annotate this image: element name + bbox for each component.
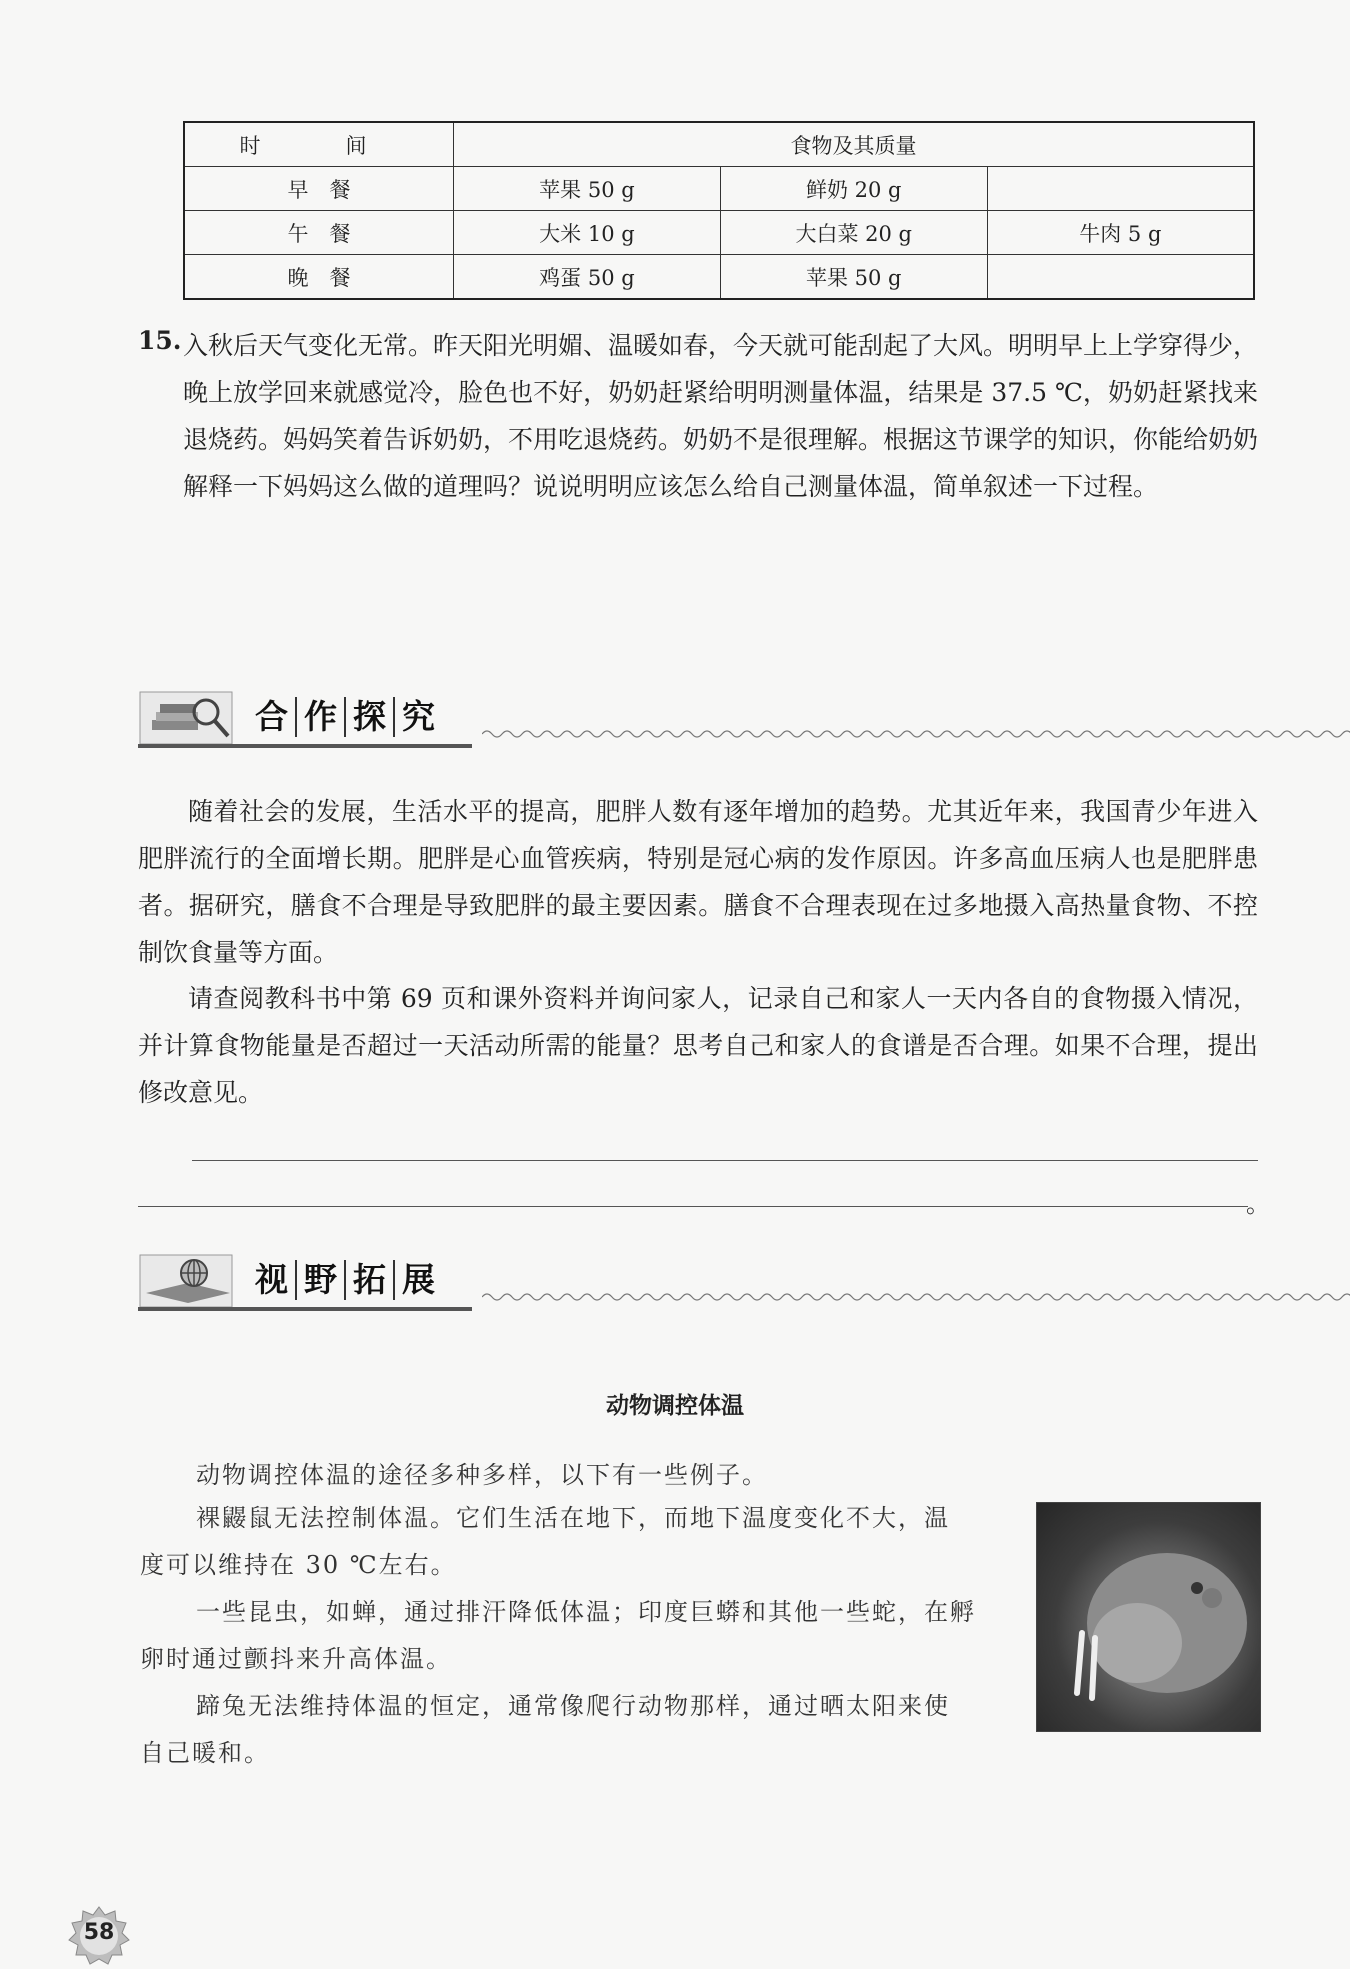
meal-name: 晚 餐: [184, 255, 454, 300]
article-paragraph: 蹄兔无法维持体温的恒定，通常像爬行动物那样，通过晒太阳来使: [196, 1692, 950, 1720]
section-title: [248, 1257, 442, 1303]
coop-paragraph-2: 请查阅教科书中第 69 页和课外资料并询问家人，记录自己和家人一天内各自的食物摄入情况，并计算食物能量是否超过一天活动所需的能量？思考自己和家人的食谱是否合理。如果不合理，提出修改意见。: [138, 984, 1258, 1107]
mole-rat-photo: [1036, 1502, 1261, 1732]
section-title: [248, 694, 442, 740]
food-cell: 牛肉 5 g: [987, 211, 1254, 255]
table-row: [184, 211, 1254, 255]
header-time: 时 间: [184, 122, 454, 167]
coop-paragraph-1: 随着社会的发展，生活水平的提高，肥胖人数有逐年增加的趋势。尤其近年来，我国青少年进入肥胖流行的全面增长期。肥胖是心血管疾病，特别是冠心病的发作原因。许多高血压病人也是肥胖患者。据研究，膳食不合理是导致肥胖的最主要因素。膳食不合理表现在过多地摄入高热量食物、不控制饮食量等方面。: [138, 797, 1258, 967]
food-cell: 苹果 50 g: [720, 255, 987, 300]
table-row: [184, 167, 1254, 211]
article-paragraph: 自己暖和。: [140, 1739, 270, 1767]
food-cell: 大白菜 20 g: [720, 211, 987, 255]
title-char: 展: [402, 1260, 435, 1299]
question-15-text: 入秋后天气变化无常。昨天阳光明媚、温暖如春，今天就可能刮起了大风。明明早上上学穿得少，晚上放学回来就感觉冷，脸色也不好，奶奶赶紧给明明测量体温，结果是 37.5 ℃，奶奶赶紧找来退烧药。妈妈笑着告诉奶奶，不用吃退烧药。奶奶不是很理解。根据这节课学的知识，你能给奶奶解释一下妈妈这么做的道理吗？说说明明应该怎么给自己测量体温，简单叙述一下过程。: [183, 331, 1259, 501]
article-paragraph: 裸鼹鼠无法控制体温。它们生活在地下，而地下温度变化不大，温: [196, 1504, 950, 1532]
meal-table: [183, 121, 1255, 300]
article-paragraph: 动物调控体温的途径多种多样，以下有一些例子。: [196, 1461, 768, 1489]
title-char: 野: [297, 1260, 346, 1300]
title-char: 视: [248, 1260, 297, 1300]
title-char: 探: [346, 697, 395, 737]
food-cell: 大米 10 g: [454, 211, 721, 255]
food-cell: 苹果 50 g: [454, 167, 721, 211]
food-cell: 鸡蛋 50 g: [454, 255, 721, 300]
article-paragraph: 一些昆虫，如蝉，通过排汗降低体温；印度巨蟒和其他一些蛇，在孵: [196, 1598, 976, 1626]
section-header-view: [138, 1253, 1258, 1313]
header-food: 食物及其质量: [454, 122, 1255, 167]
mole-rat-illustration: [1037, 1503, 1260, 1731]
answer-line[interactable]: [138, 1206, 1248, 1207]
section-underline: [138, 1307, 472, 1311]
title-char: 究: [402, 697, 435, 736]
article-title: 动物调控体温: [606, 1393, 744, 1419]
food-cell: [987, 255, 1254, 300]
page-number: 58: [83, 1920, 115, 1945]
wavy-divider: [482, 1291, 1350, 1303]
food-cell: [987, 167, 1254, 211]
section-header-coop: [138, 690, 1258, 750]
answer-line[interactable]: [192, 1160, 1258, 1161]
table-row: [184, 255, 1254, 300]
title-char: 合: [248, 697, 297, 737]
question-number: 15.: [138, 326, 182, 355]
title-char: 作: [297, 697, 346, 737]
globe-book-icon: [138, 1253, 238, 1311]
title-char: 拓: [346, 1260, 395, 1300]
article-paragraph: 卵时通过颤抖来升高体温。: [140, 1645, 452, 1673]
books-magnifier-icon: [138, 690, 238, 748]
meal-name: 午 餐: [184, 211, 454, 255]
meal-name: 早 餐: [184, 167, 454, 211]
answer-period: 。: [1246, 1190, 1270, 1218]
food-cell: 鲜奶 20 g: [720, 167, 987, 211]
wavy-divider: [482, 728, 1350, 740]
section-underline: [138, 744, 472, 748]
article-paragraph: 度可以维持在 30 ℃左右。: [140, 1551, 457, 1579]
table-header-row: [184, 122, 1254, 167]
